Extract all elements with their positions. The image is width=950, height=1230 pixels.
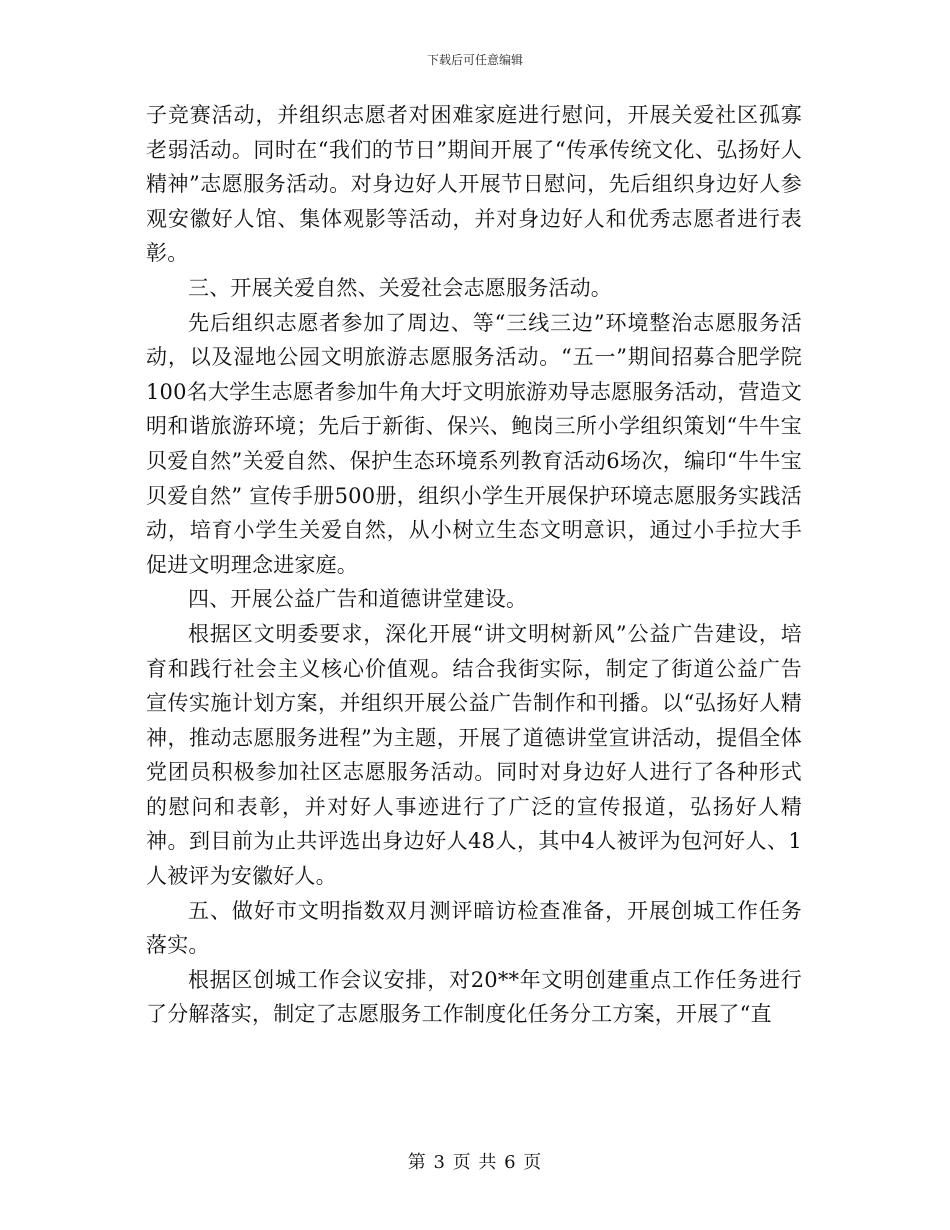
section-heading-4: 四、开展公益广告和道德讲堂建设。 bbox=[188, 587, 528, 612]
section-heading-3: 三、开展关爱自然、关爱社会志愿服务活动。 bbox=[188, 275, 612, 300]
paragraph-city-work: 根据区创城工作会议安排，对20**年文明创建重点工作任务进行了分解落实，制定了志愿服务工作制度化任务分工方案，开展了“直 bbox=[146, 967, 802, 1027]
paragraph-public-ads: 根据区文明委要求，深化开展“讲文明树新风”公益广告建设，培育和践行社会主义核心价值观。结合我街实际，制定了街道公益广告宣传实施计划方案，并组织开展公益广告制作和刊播。以“弘扬好人精神，推动志愿服务进程”为主题，开展了道德讲堂宣讲活动，提倡全体党团员积极参加社区志愿服务活动。同时对身边好人进行了各种形式的慰问和表彰，并对好人事迹进行了广泛的宣传报道，弘扬好人精神。到目前为止共评选出身边好人48人，其中4人被评为包河好人、1人被评为安徽好人。 bbox=[146, 621, 802, 889]
document-body bbox=[146, 98, 802, 1032]
paragraph-continuation: 子竞赛活动，并组织志愿者对困难家庭进行慰问，开展关爱社区孤寡老弱活动。同时在“我们的节日”期间开展了“传承传统文化、弘扬好人精神”志愿服务活动。对身边好人开展节日慰问，先后组织身边好人参观安徽好人馆、集体观影等活动，并对身边好人和优秀志愿者进行表彰。 bbox=[146, 103, 802, 266]
section-heading-5: 五、做好市文明指数双月测评暗访检查准备，开展创城工作任务落实。 bbox=[146, 898, 802, 958]
paragraph-nature-activities: 先后组织志愿者参加了周边、等“三线三边”环境整治志愿服务活动，以及湿地公园文明旅游志愿服务活动。“五一”期间招募合肥学院100名大学生志愿者参加牛角大圩文明旅游劝导志愿服务活动，营造文明和谐旅游环境；先后于新街、保兴、鲍岗三所小学组织策划“牛牛宝贝爱自然”关爱自然、保护生态环境系列教育活动6场次，编印“牛牛宝贝爱自然” 宣传手册500册，组织小学生开展保护环境志愿服务实践活动，培育小学生关爱自然，从小树立生态文明意识，通过小手拉大手促进文明理念进家庭。 bbox=[146, 310, 802, 577]
page-header: 下载后可任意编辑 bbox=[426, 53, 523, 67]
page-number-footer: 第 3 页 共 6 页 bbox=[407, 1152, 543, 1173]
